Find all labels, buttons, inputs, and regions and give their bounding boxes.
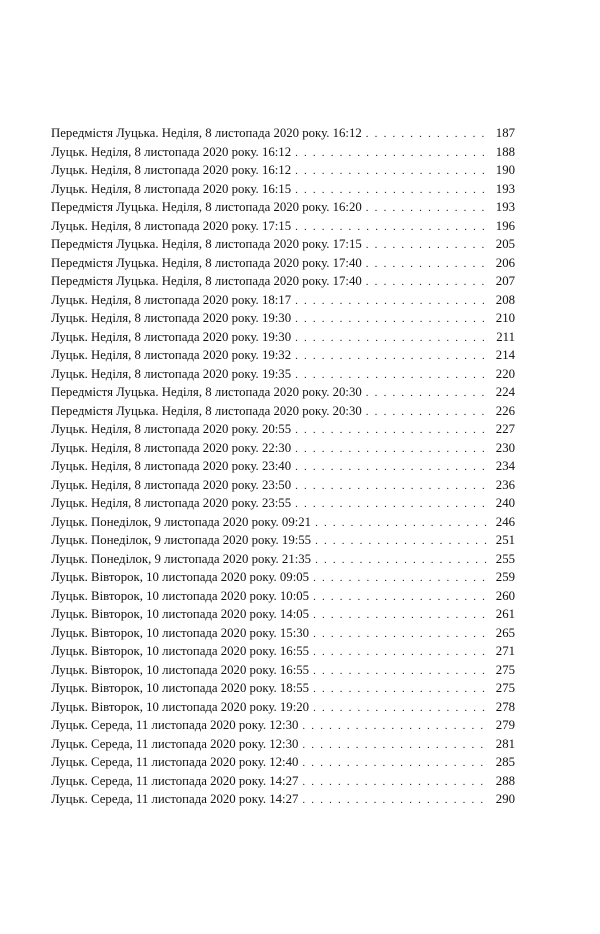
toc-entry-page-number: 265 <box>495 625 515 640</box>
dot-leader <box>295 421 489 440</box>
toc-entry <box>51 642 515 661</box>
toc-entry <box>51 309 515 328</box>
dot-leader <box>295 366 489 385</box>
toc-entry <box>51 661 515 680</box>
toc-entry <box>51 346 515 365</box>
dot-leader <box>315 532 489 551</box>
dot-leader <box>366 403 489 422</box>
dot-leader <box>295 162 489 181</box>
toc-entry-title: Луцьк. Неділя, 8 листопада 2020 року. 19:32 <box>51 348 292 362</box>
toc-entry-page-number: 187 <box>495 126 515 140</box>
dot-leader <box>295 477 489 496</box>
toc-entry-title: Передмістя Луцька. Неділя, 8 листопада 2020 року. 16:12 <box>51 126 362 140</box>
dot-leader <box>302 717 489 736</box>
dot-leader <box>313 588 489 607</box>
toc-entry <box>51 587 515 606</box>
toc-entry-page-number: 260 <box>495 588 515 603</box>
toc-entry-page-number: 193 <box>495 181 515 196</box>
toc-entry <box>51 402 515 421</box>
toc-entry-title: Луцьк. Вівторок, 10 листопада 2020 року. 19:20 <box>51 699 310 714</box>
toc-entry-page-number: 227 <box>495 422 515 436</box>
dot-leader <box>302 736 489 755</box>
toc-entry-title: Луцьк. Неділя, 8 листопада 2020 року. 19:30 <box>51 311 292 325</box>
toc-entry-title: Луцьк. Вівторок, 10 листопада 2020 року. 15:30 <box>51 625 310 640</box>
toc-entry <box>51 143 515 162</box>
toc-entry <box>51 679 515 698</box>
toc-entry <box>51 457 515 476</box>
dot-leader <box>313 625 489 644</box>
toc-entry <box>51 568 515 587</box>
toc-entry-page-number: 271 <box>495 644 515 658</box>
toc-entry-title: Луцьк. Неділя, 8 листопада 2020 року. 20:55 <box>51 422 292 436</box>
dot-leader <box>366 125 489 144</box>
dot-leader <box>315 551 489 570</box>
dot-leader <box>295 292 489 311</box>
toc-entry-title: Луцьк. Середа, 11 листопада 2020 року. 14:27 <box>51 773 299 788</box>
dot-leader <box>366 384 489 403</box>
toc-entry <box>51 513 515 532</box>
toc-entry-page-number: 259 <box>495 570 515 584</box>
toc-entry-title: Луцьк. Неділя, 8 листопада 2020 року. 23:55 <box>51 496 292 510</box>
dot-leader <box>295 329 489 348</box>
toc-entry <box>51 272 515 291</box>
dot-leader <box>313 662 489 681</box>
dot-leader <box>295 218 489 237</box>
toc-entry-title: Луцьк. Середа, 11 листопада 2020 року. 14:27 <box>51 792 299 806</box>
toc-entry-page-number: 288 <box>495 773 515 788</box>
toc-entry-page-number: 205 <box>495 237 515 251</box>
dot-leader <box>313 569 489 588</box>
toc-entry-page-number: 246 <box>495 514 515 529</box>
toc-entry-title: Луцьк. Неділя, 8 листопада 2020 року. 16:12 <box>51 163 292 177</box>
toc-entry-page-number: 240 <box>495 496 515 510</box>
toc-entry <box>51 439 515 458</box>
toc-entry <box>51 383 515 402</box>
dot-leader <box>295 458 489 477</box>
toc-entry-page-number: 279 <box>495 718 515 732</box>
toc-entry-page-number: 275 <box>495 681 515 695</box>
toc-entry <box>51 605 515 624</box>
dot-leader <box>315 514 489 533</box>
toc-entry <box>51 531 515 550</box>
toc-entry-title: Луцьк. Неділя, 8 листопада 2020 року. 16:12 <box>51 144 292 159</box>
toc-entry-page-number: 251 <box>495 533 515 547</box>
toc-entry-page-number: 188 <box>495 144 515 159</box>
toc-entry-title: Луцьк. Понеділок, 9 листопада 2020 року. 19:55 <box>51 533 312 547</box>
dot-leader <box>295 495 489 514</box>
toc-entry-title: Луцьк. Вівторок, 10 листопада 2020 року. 16:55 <box>51 662 310 677</box>
toc-entry-title: Луцьк. Вівторок, 10 листопада 2020 року. 09:05 <box>51 570 310 584</box>
toc-entry <box>51 624 515 643</box>
toc-entry-page-number: 226 <box>495 403 515 418</box>
toc-entry-page-number: 255 <box>495 551 515 566</box>
toc-entry-title: Передмістя Луцька. Неділя, 8 листопада 2020 року. 17:40 <box>51 255 362 270</box>
toc-entry-title: Луцьк. Середа, 11 листопада 2020 року. 12:30 <box>51 718 299 732</box>
toc-entry <box>51 235 515 254</box>
dot-leader <box>302 791 489 810</box>
toc-entry-page-number: 230 <box>495 440 515 455</box>
toc-entry-page-number: 261 <box>495 607 515 621</box>
toc-entry-title: Передмістя Луцька. Неділя, 8 листопада 2020 року. 16:20 <box>51 200 362 214</box>
toc-entry-title: Луцьк. Вівторок, 10 листопада 2020 року. 14:05 <box>51 607 310 621</box>
toc-entry <box>51 772 515 791</box>
dot-leader <box>313 680 489 699</box>
toc-entry-title: Луцьк. Вівторок, 10 листопада 2020 року. 18:55 <box>51 681 310 695</box>
toc-entry <box>51 254 515 273</box>
toc-entry-title: Луцьк. Неділя, 8 листопада 2020 року. 23:40 <box>51 459 292 473</box>
dot-leader <box>366 236 489 255</box>
toc-entry <box>51 365 515 384</box>
dot-leader <box>295 144 489 163</box>
toc-entry <box>51 716 515 735</box>
toc-entry-page-number: 278 <box>495 699 515 714</box>
toc-entry-page-number: 210 <box>495 311 515 325</box>
toc-entry-title: Передмістя Луцька. Неділя, 8 листопада 2020 року. 17:40 <box>51 274 362 288</box>
toc-entry-page-number: 206 <box>495 255 515 270</box>
toc-entry-page-number: 275 <box>495 662 515 677</box>
table-of-contents <box>51 124 515 809</box>
dot-leader <box>313 643 489 662</box>
toc-entry-page-number: 207 <box>495 274 515 288</box>
dot-leader <box>313 699 489 718</box>
dot-leader <box>302 773 489 792</box>
toc-entry <box>51 161 515 180</box>
toc-entry-title: Передмістя Луцька. Неділя, 8 листопада 2020 року. 17:15 <box>51 237 362 251</box>
dot-leader <box>295 347 489 366</box>
toc-entry <box>51 124 515 143</box>
toc-entry <box>51 698 515 717</box>
toc-entry <box>51 180 515 199</box>
toc-entry-page-number: 211 <box>496 329 515 344</box>
toc-entry-title: Луцьк. Середа, 11 листопада 2020 року. 12:30 <box>51 736 299 751</box>
toc-entry-page-number: 281 <box>495 736 515 751</box>
toc-entry-title: Луцьк. Вівторок, 10 листопада 2020 року. 10:05 <box>51 588 310 603</box>
toc-entry <box>51 550 515 569</box>
dot-leader <box>302 754 489 773</box>
toc-entry <box>51 420 515 439</box>
toc-entry-page-number: 285 <box>495 755 515 769</box>
dot-leader <box>313 606 489 625</box>
toc-entry-title: Луцьк. Понеділок, 9 листопада 2020 року. 21:35 <box>51 551 312 566</box>
toc-entry-title: Луцьк. Понеділок, 9 листопада 2020 року. 09:21 <box>51 514 312 529</box>
dot-leader <box>295 310 489 329</box>
toc-entry-title: Луцьк. Неділя, 8 листопада 2020 року. 23:50 <box>51 477 292 492</box>
toc-entry-page-number: 208 <box>495 292 515 307</box>
dot-leader <box>295 440 489 459</box>
toc-entry-page-number: 220 <box>495 366 515 381</box>
toc-entry <box>51 217 515 236</box>
dot-leader <box>366 199 489 218</box>
toc-entry-page-number: 234 <box>495 459 515 473</box>
toc-entry-title: Луцьк. Неділя, 8 листопада 2020 року. 17:15 <box>51 218 292 233</box>
toc-entry-title: Луцьк. Неділя, 8 листопада 2020 року. 19:35 <box>51 366 292 381</box>
toc-entry-title: Передмістя Луцька. Неділя, 8 листопада 2020 року. 20:30 <box>51 403 362 418</box>
toc-entry-title: Передмістя Луцька. Неділя, 8 листопада 2020 року. 20:30 <box>51 385 362 399</box>
toc-entry-title: Луцьк. Неділя, 8 листопада 2020 року. 22:30 <box>51 440 292 455</box>
toc-entry-page-number: 193 <box>495 200 515 214</box>
toc-entry <box>51 790 515 809</box>
toc-entry-page-number: 196 <box>495 218 515 233</box>
toc-entry <box>51 735 515 754</box>
toc-entry-page-number: 290 <box>495 792 515 806</box>
toc-entry <box>51 476 515 495</box>
toc-entry-page-number: 214 <box>495 348 515 362</box>
toc-entry-title: Луцьк. Вівторок, 10 листопада 2020 року. 16:55 <box>51 644 310 658</box>
dot-leader <box>366 273 489 292</box>
toc-entry-title: Луцьк. Неділя, 8 листопада 2020 року. 19:30 <box>51 329 292 344</box>
toc-entry-title: Луцьк. Неділя, 8 листопада 2020 року. 18:17 <box>51 292 292 307</box>
toc-entry <box>51 494 515 513</box>
toc-entry-page-number: 236 <box>495 477 515 492</box>
dot-leader <box>366 255 489 274</box>
toc-entry-page-number: 190 <box>495 163 515 177</box>
toc-entry <box>51 198 515 217</box>
toc-entry-title: Луцьк. Середа, 11 листопада 2020 року. 12:40 <box>51 755 299 769</box>
toc-entry-page-number: 224 <box>495 385 515 399</box>
toc-entry <box>51 753 515 772</box>
dot-leader <box>295 181 489 200</box>
toc-entry <box>51 328 515 347</box>
toc-entry <box>51 291 515 310</box>
toc-entry-title: Луцьк. Неділя, 8 листопада 2020 року. 16:15 <box>51 181 292 196</box>
